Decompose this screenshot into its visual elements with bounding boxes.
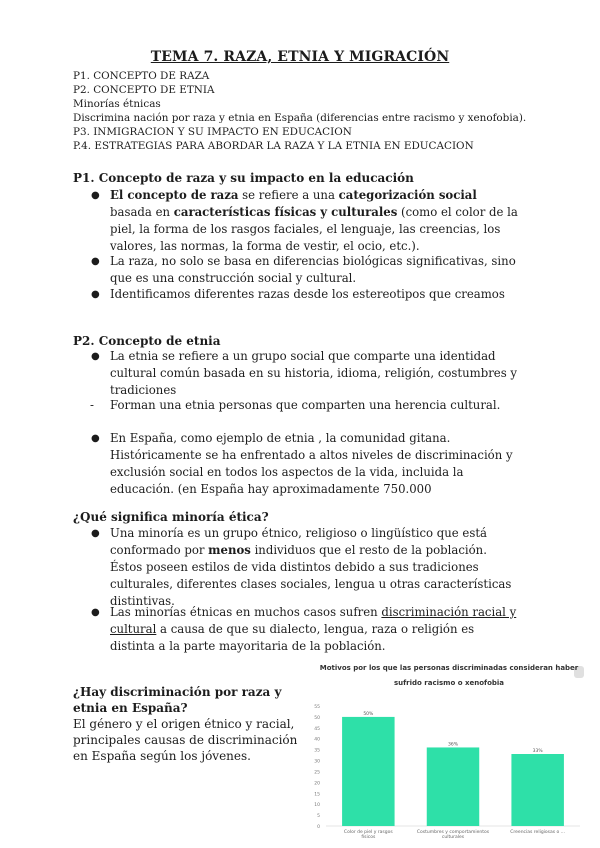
text-span: (como el color de la piel, la forma de los rasgos faciales, el lenguaje, las creencias, los valores, las normas, la forma de vestir, el ocio, etc.). <box>110 205 518 253</box>
y-tick-label: 35 <box>314 748 320 754</box>
section-heading-minoria: ¿Qué significa minoría ética? <box>73 510 269 524</box>
category-label: Costumbres y comportamientos <box>416 830 490 835</box>
discrimination-block <box>73 684 308 764</box>
y-tick-label: 20 <box>314 781 320 787</box>
section-heading-p2: P2. Concepto de etnia <box>73 334 221 348</box>
bullet-icon: ● <box>91 190 100 201</box>
list-item <box>91 187 520 255</box>
data-label: 36% <box>447 742 459 748</box>
bullet-icon: ● <box>91 256 100 267</box>
text-span: se refiere a una <box>238 188 339 202</box>
list-item <box>91 525 520 610</box>
toc-item: P.4. ESTRATEGIAS PARA ABORDAR LA RAZA Y LA ETNIA EN EDUCACION <box>73 140 474 152</box>
toc-item: Discrimina nación por raza y etnia en España (diferencias entre racismo y xenofobia). <box>73 112 527 124</box>
toc-item: P1. CONCEPTO DE RAZA <box>73 70 210 82</box>
text-span: Las minorías étnicas en muchos casos sufren <box>110 605 382 619</box>
bullet-icon: ● <box>91 528 100 539</box>
category-label: culturales <box>441 835 465 840</box>
text-span: categorización social <box>338 188 477 202</box>
text-span: basada en <box>110 205 174 219</box>
text-span: individuos que el resto de la población. Éstos poseen estilos de vida distintos debido a sus tradiciones culturales, diferentes clases sociales, lengua u otras características distintivas. <box>110 543 512 608</box>
y-tick-label: 55 <box>314 705 320 710</box>
table-of-contents <box>73 69 526 153</box>
text-span: discriminación racial y cultural <box>110 605 517 636</box>
dash-item <box>90 397 500 414</box>
bullet-icon: ● <box>91 433 100 444</box>
bar <box>342 717 394 826</box>
toc-item: P3. INMIGRACION Y SU IMPACTO EN EDUCACION <box>73 126 352 138</box>
discrimination-text: El género y el origen étnico y racial, principales causas de discriminación en España según los jóvenes. <box>73 717 298 763</box>
dash-mark: - <box>90 398 94 412</box>
text-span: La raza, no solo se basa en diferencias biológicas significativas, sino que es una construcción social y cultural. <box>110 254 516 285</box>
bar <box>427 747 479 826</box>
text-span: Una minoría es un grupo étnico, religioso o lingüístico que está conformado por <box>110 526 488 557</box>
page-title: TEMA 7. RAZA, ETNIA Y MIGRACIÓN <box>150 49 450 65</box>
text-span: a causa de que su dialecto, lengua, raza o religión es distinta a la parte mayoritaria de la población. <box>110 622 475 653</box>
y-tick-label: 45 <box>314 726 320 732</box>
y-tick-label: 50 <box>314 715 320 721</box>
y-tick-label: 15 <box>314 792 320 798</box>
text-span: Forman una etnia personas que comparten una herencia cultural. <box>110 398 501 412</box>
bar-chart <box>308 658 590 844</box>
text-span: La etnia se refiere a un grupo social que comparte una identidad cultural común basada en su historia, idioma, religión, costumbres y tradiciones <box>110 349 518 397</box>
data-label: 50% <box>363 711 374 717</box>
bullet-icon: ● <box>91 351 100 362</box>
list-item <box>91 253 520 287</box>
text-span: El concepto de raza <box>110 188 239 202</box>
text-span: En España, como ejemplo de etnia , la comunidad gitana. Históricamente se ha enfrentado a altos niveles de discriminación y exclusión social en todos los aspectos de la vida, incluida la educación. (en España hay aproximadamente 750.000 <box>110 431 513 496</box>
bullet-icon: ● <box>91 289 100 300</box>
category-label: físicos <box>361 835 376 840</box>
bar <box>511 754 563 826</box>
y-tick-label: 0 <box>317 825 320 830</box>
section-heading-discriminacion: ¿Hay discriminación por raza y etnia en España? <box>73 685 282 715</box>
bullet-icon: ● <box>91 607 100 618</box>
toc-item: Minorías étnicas <box>73 98 161 110</box>
y-tick-label: 10 <box>314 803 320 809</box>
y-tick-label: 30 <box>314 759 320 765</box>
y-tick-label: 40 <box>314 737 320 743</box>
toc-item: P2. CONCEPTO DE ETNIA <box>73 84 215 96</box>
list-item <box>91 430 520 498</box>
category-label: Creencias religiosas o ... <box>510 830 566 835</box>
list-item <box>91 286 520 303</box>
section-heading-p1: P1. Concepto de raza y su impacto en la educación <box>73 171 414 185</box>
text-span: características físicas y culturales <box>173 205 398 219</box>
text-span: menos <box>208 543 251 557</box>
category-label: Color de piel y rasgos <box>343 830 393 835</box>
list-item <box>91 348 520 399</box>
y-tick-label: 25 <box>314 770 320 776</box>
y-tick-label: 5 <box>317 814 320 820</box>
chart-title: Motivos por los que las personas discriminadas consideran haber sufrido racismo o xenofobia <box>319 664 579 687</box>
text-span: Identificamos diferentes razas desde los estereotipos que creamos <box>110 287 505 301</box>
list-item <box>91 604 520 655</box>
data-label: 33% <box>532 749 543 754</box>
